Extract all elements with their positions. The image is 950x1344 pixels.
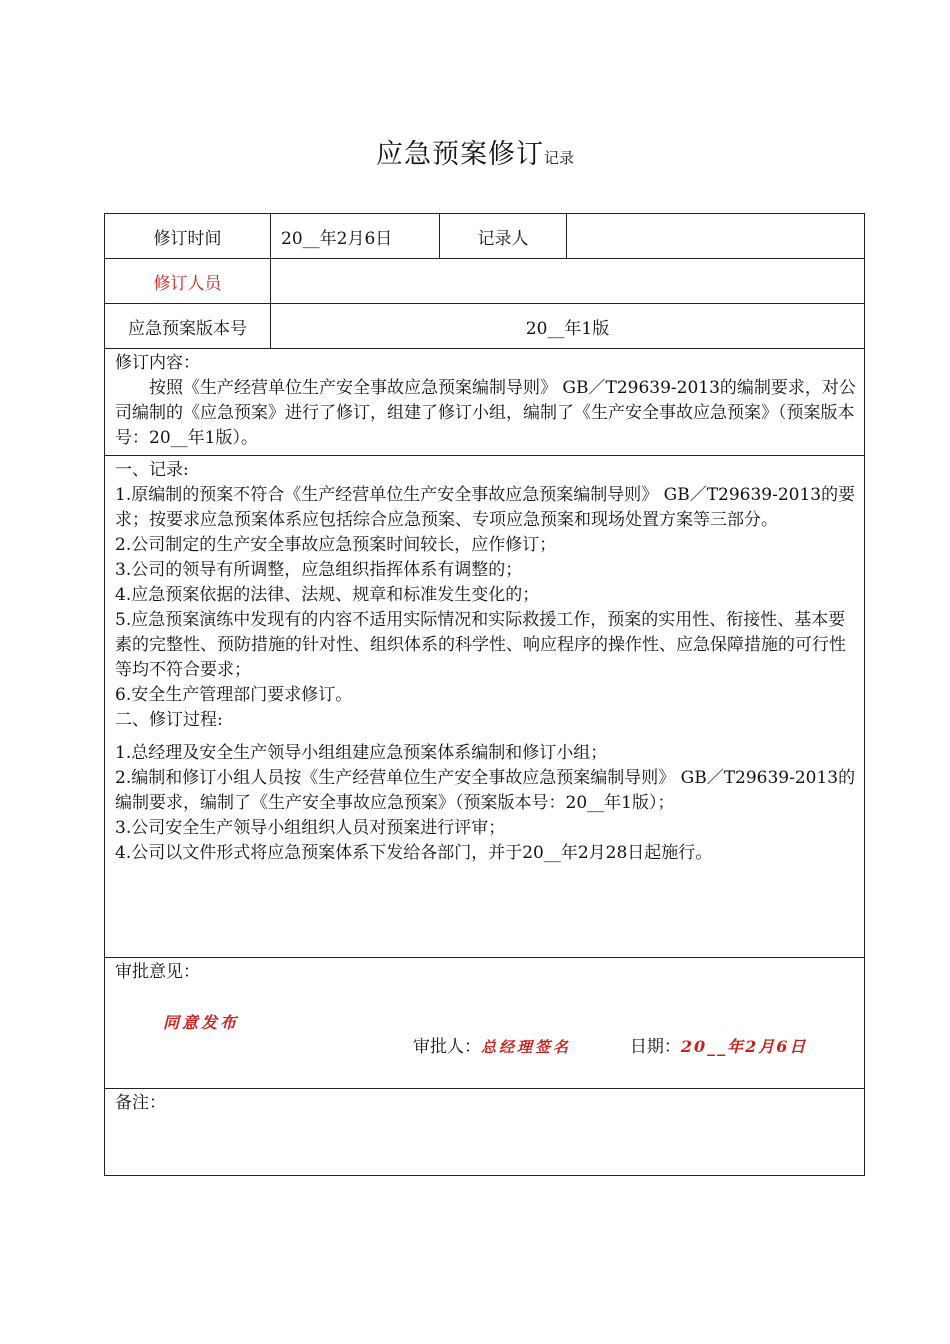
reviser-label: 修订人员 <box>105 259 271 304</box>
page-title-suffix: 记录 <box>543 149 574 167</box>
process-item: 1.总经理及安全生产领导小组组建应急预案体系编制和修订小组； <box>115 743 608 763</box>
approver-label: 审批人： <box>413 1037 481 1057</box>
recorder-value[interactable] <box>567 214 865 259</box>
row-remarks <box>105 1089 865 1176</box>
approval-heading: 审批意见： <box>115 962 200 982</box>
process-item: 2.编制和修订小组人员按《生产经营单位生产安全事故应急预案编制导则》 GB／T29639-2013的编制要求，编制了《生产安全事故应急预案》（预案版本号：20__年1版）； <box>115 768 856 813</box>
approval-opinion: 同意发布 <box>163 1013 240 1032</box>
record-item: 1.原编制的预案不符合《生产经营单位生产安全事故应急预案编制导则》 GB／T29639-2013的要求；按要求应急预案体系应包括综合应急预案、专项应急预案和现场处置方案等三部分。 <box>115 485 856 530</box>
revision-time-label: 修订时间 <box>105 214 271 259</box>
approval-date-value: 20__年2月6日 <box>680 1037 808 1056</box>
record-item: 5.应急预案演练中发现有的内容不适用实际情况和实际救援工作，预案的实用性、衔接性、基本要素的完整性、预防措施的针对性、组织体系的科学性、响应程序的操作性、应急保障措施的可行性等均不符合要求； <box>115 610 846 680</box>
row-version <box>105 304 865 349</box>
recorder-label: 记录人 <box>440 214 567 259</box>
row-reviser <box>105 259 865 304</box>
content-text: 按照《生产经营单位生产安全事故应急预案编制导则》 GB／T29639-2013的编制要求，对公司编制的《应急预案》进行了修订，组建了修订小组，编制了《生产安全事故应急预案》（预案版本号：20__年1版）。 <box>115 378 856 448</box>
row-record <box>105 456 865 958</box>
page-title-main: 应急预案修订 <box>375 139 544 170</box>
approver-signature: 总经理签名 <box>481 1038 572 1056</box>
remarks-cell <box>105 1089 865 1176</box>
process-item: 4.公司以文件形式将应急预案体系下发给各部门，并于20__年2月28日起施行。 <box>115 843 713 863</box>
reviser-value[interactable] <box>271 259 865 304</box>
version-value[interactable]: 20__年1版 <box>271 304 865 349</box>
revision-record-table <box>104 213 865 1176</box>
row-content <box>105 349 865 456</box>
process-heading: 二、修订过程: <box>115 710 223 730</box>
approval-date-label: 日期： <box>629 1037 681 1057</box>
record-heading: 一、记录: <box>115 460 189 480</box>
row-revision-time <box>105 214 865 259</box>
content-cell <box>105 349 865 456</box>
remarks-heading: 备注： <box>115 1093 166 1113</box>
revision-time-value[interactable]: 20__年2月6日 <box>271 214 440 259</box>
record-item: 6.安全生产管理部门要求修订。 <box>115 685 353 705</box>
page-title <box>0 132 950 171</box>
approval-line <box>413 1034 807 1060</box>
record-item: 4.应急预案依据的法律、法规、规章和标准发生变化的； <box>115 585 540 605</box>
approval-cell <box>105 958 865 1089</box>
content-heading: 修订内容： <box>115 353 200 373</box>
version-label: 应急预案版本号 <box>105 304 271 349</box>
record-item: 2.公司制定的生产安全事故应急预案时间较长，应作修订； <box>115 535 557 555</box>
record-item: 3.公司的领导有所调整，应急组织指挥体系有调整的； <box>115 560 523 580</box>
record-cell <box>105 456 865 958</box>
process-item: 3.公司安全生产领导小组组织人员对预案进行评审； <box>115 818 506 838</box>
row-approval <box>105 958 865 1089</box>
